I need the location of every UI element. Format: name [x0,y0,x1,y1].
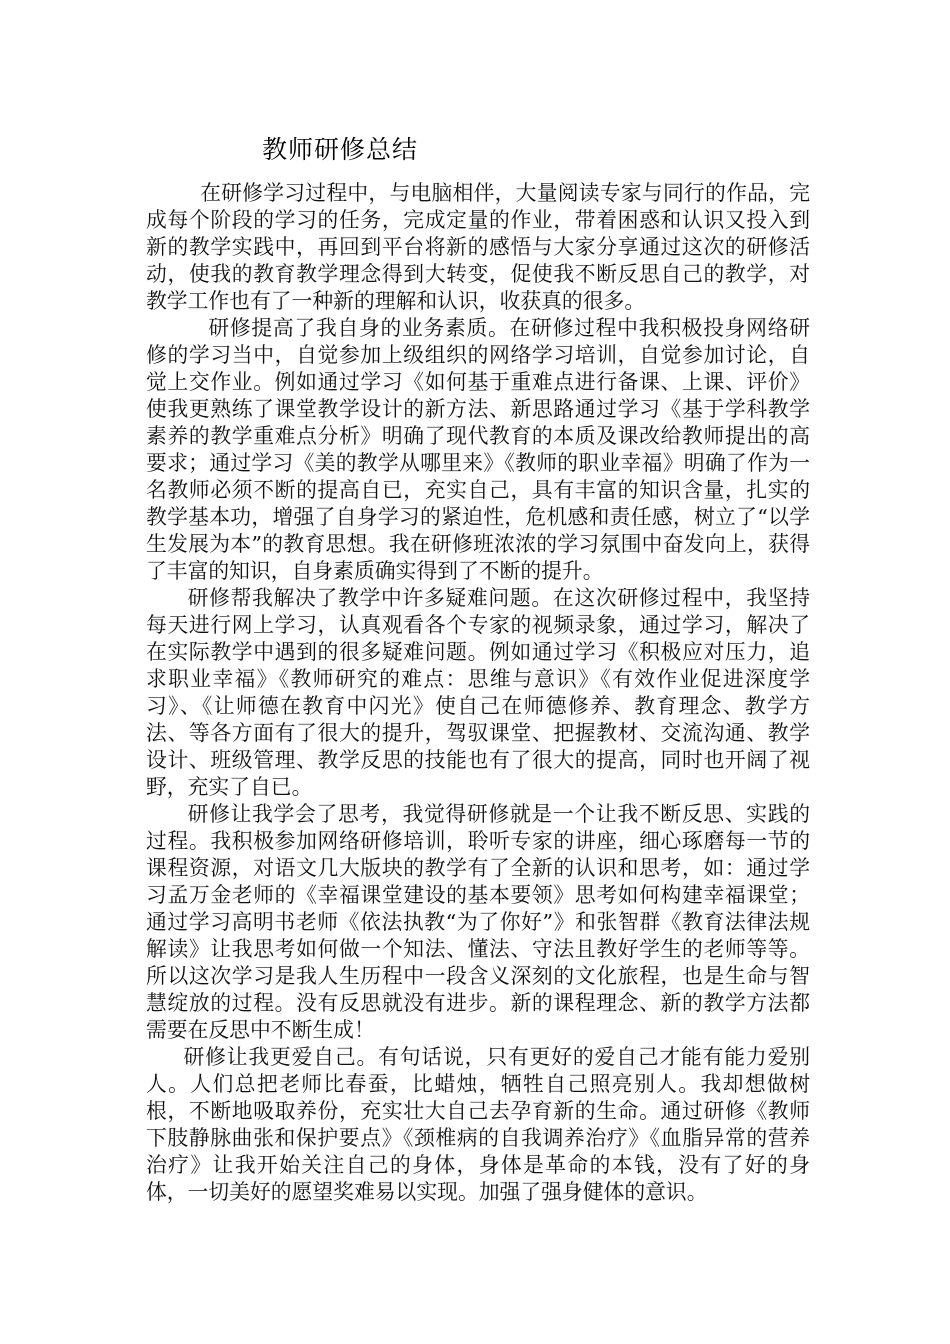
paragraph-professional-quality: 研修提高了我自身的业务素质。在研修过程中我积极投身网络研修的学习当中，自觉参加上级组织的网络学习培训，自觉参加讨论，自觉上交作业。例如通过学习《如何基于重难点进行备课、上课、评价》使我更熟练了课堂教学设计的新方法、新思路通过学习《基于学科教学素养的教学重难点分析》明确了现代教育的本质及课改给教师提出的高要求；通过学习《美的教学从哪里来》《教师的职业幸福》明确了作为一名教师必须不断的提高自已，充实自己，具有丰富的知识含量，扎实的教学基本功，增强了自身学习的紧迫性，危机感和责任感，树立了“以学生发展为本”的教育思想。我在研修班浓浓的学习氛围中奋发向上，获得了丰富的知识，自身素质确实得到了不断的提升。 [146,316,810,583]
document-title: 教师研修总结 [262,135,419,164]
document-page [146,130,810,1206]
paragraph-learning-to-think: 研修让我学会了思考，我觉得研修就是一个让我不断反思、实践的过程。我积极参加网络研修培训，聆听专家的讲座，细心琢磨每一节的课程资源，对语文几大版块的教学有了全新的认识和思考，如：通过学习孟万金老师的《幸福课堂建设的基本要领》思考如何构建幸福课堂；通过学习高明书老师《依法执教“为了你好”》和张智群《教育法律法规解读》让我思考如何做一个知法、懂法、守法且教好学生的老师等等。所以这次学习是我人生历程中一段含义深刻的文化旅程，也是生命与智慧绽放的过程。没有反思就没有进步。新的课程理念、新的教学方法都需要在反思中不断生成！ [146,802,810,1042]
paragraph-intro: 在研修学习过程中，与电脑相伴，大量阅读专家与同行的作品，完成每个阶段的学习的任务，完成定量的作业，带着困惑和认识又投入到新的教学实践中，再回到平台将新的感悟与大家分享通过这次的研修活动，使我的教育教学理念得到大转变，促使我不断反思自己的教学，对教学工作也有了一种新的理解和认识，收获真的很多。 [146,181,810,313]
paragraph-solving-problems: 研修帮我解决了教学中许多疑难问题。在这次研修过程中，我坚持每天进行网上学习，认真观看各个专家的视频录象，通过学习，解决了在实际教学中遇到的很多疑难问题。例如通过学习《积极应对压力，追求职业幸福》《教师研究的难点：思维与意识》《有效作业促进深度学习》、《让师德在教育中闪光》使自己在师德修养、教育理念、教学方法、等各方面有了很大的提升，驾驭课堂、把握教材、交流沟通、教学设计、班级管理、教学反思的技能也有了很大的提高，同时也开阔了视野，充实了自已。 [146,586,810,799]
paragraph-self-care: 研修让我更爱自己。有句话说，只有更好的爱自己才能有能力爱别人。人们总把老师比春蚕，比蜡烛，牺牲自己照亮别人。我却想做树根，不断地吸取养份，充实壮大自己去孕育新的生命。通过研修《教师下肢静脉曲张和保护要点》《颈椎病的自我调养治疗》《血脂异常的营养治疗》让我开始关注自己的身体，身体是革命的本钱，没有了好的身体，一切美好的愿望奖难易以实现。加强了强身健体的意识。 [146,1045,810,1204]
